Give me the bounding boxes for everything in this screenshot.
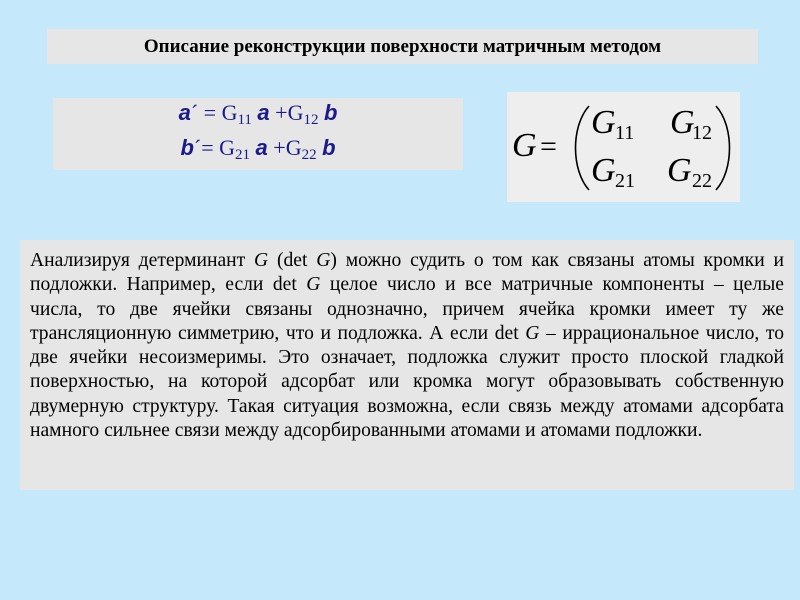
paragraph-g-4: G	[525, 322, 540, 344]
paragraph-part-2: (det	[268, 250, 317, 271]
left-paren-icon	[576, 106, 590, 190]
eq2-var2: b	[322, 135, 336, 160]
eq1-lhs: a	[178, 100, 191, 125]
equation-line-1	[179, 99, 338, 134]
matrix-equals: =	[540, 130, 557, 163]
eq2-sub2: 22	[301, 147, 317, 163]
matrix-entry-g12-sub: 12	[692, 122, 712, 144]
eq1-equals: = G	[198, 100, 238, 125]
matrix-entry-g21-sub: 21	[615, 170, 635, 192]
eq1-sub1: 11	[237, 112, 252, 128]
eq2-var1: a	[255, 135, 268, 160]
paragraph-part-3: ) можно судить о том как связаны атомы кромки и подложки. Например, если det	[30, 250, 784, 296]
matrix-entry-g22-letter: G	[667, 152, 692, 189]
paragraph-part-5: – иррациональное число, то две ячейки несоизмеримы. Это означает, подложка служит просто плоской гладкой поверхностью, на которой адсорбат или кромка могут образовывать собственную двумерную структуру. Такая ситуация возможна, если связь между атомами адсорбата намного сильнее связи между адсорбированными атомами и атомами подложки.	[30, 322, 784, 442]
eq2-plus: +G	[267, 135, 302, 160]
right-paren-icon	[716, 106, 730, 190]
eq2-prime: ´	[193, 135, 202, 160]
eq2-sub1: 21	[235, 147, 251, 163]
eq2-lhs: b	[180, 135, 194, 160]
title-box	[47, 29, 758, 64]
paragraph-part-1: Анализируя детерминант	[30, 250, 255, 271]
equations-box	[53, 98, 463, 170]
equation-line-2	[180, 134, 335, 169]
description-paragraph	[20, 240, 794, 443]
matrix-box	[507, 92, 740, 202]
paragraph-g-3: G	[306, 274, 321, 296]
matrix-entry-g11-letter: G	[591, 104, 616, 141]
description-box	[20, 240, 794, 490]
matrix-entry-g21-letter: G	[591, 152, 616, 189]
matrix-entry-g11-sub: 11	[615, 122, 635, 144]
slide-title: Описание реконструкции поверхности матричным методом	[143, 35, 662, 57]
matrix-symbol: G	[512, 127, 537, 164]
eq1-prime: ´	[190, 100, 199, 125]
paragraph-g-2: G	[316, 250, 331, 271]
eq1-sub2: 12	[303, 112, 319, 128]
eq1-var2: b	[323, 100, 338, 125]
eq2-equals: = G	[201, 135, 236, 160]
paragraph-g-1: G	[254, 250, 269, 271]
matrix-entry-g22-sub: 22	[692, 170, 712, 192]
matrix-entry-g12-letter: G	[670, 104, 695, 141]
matrix-formula	[507, 92, 740, 202]
eq1-plus: +G	[269, 100, 304, 125]
paragraph-part-4: целое число и все матричные компоненты – целые числа, то две ячейки связаны однозначно, причем ячейка кромки имеет ту же трансляционную симметрию, что и подложка. А если det	[30, 274, 784, 344]
eq1-var1: a	[257, 100, 270, 125]
